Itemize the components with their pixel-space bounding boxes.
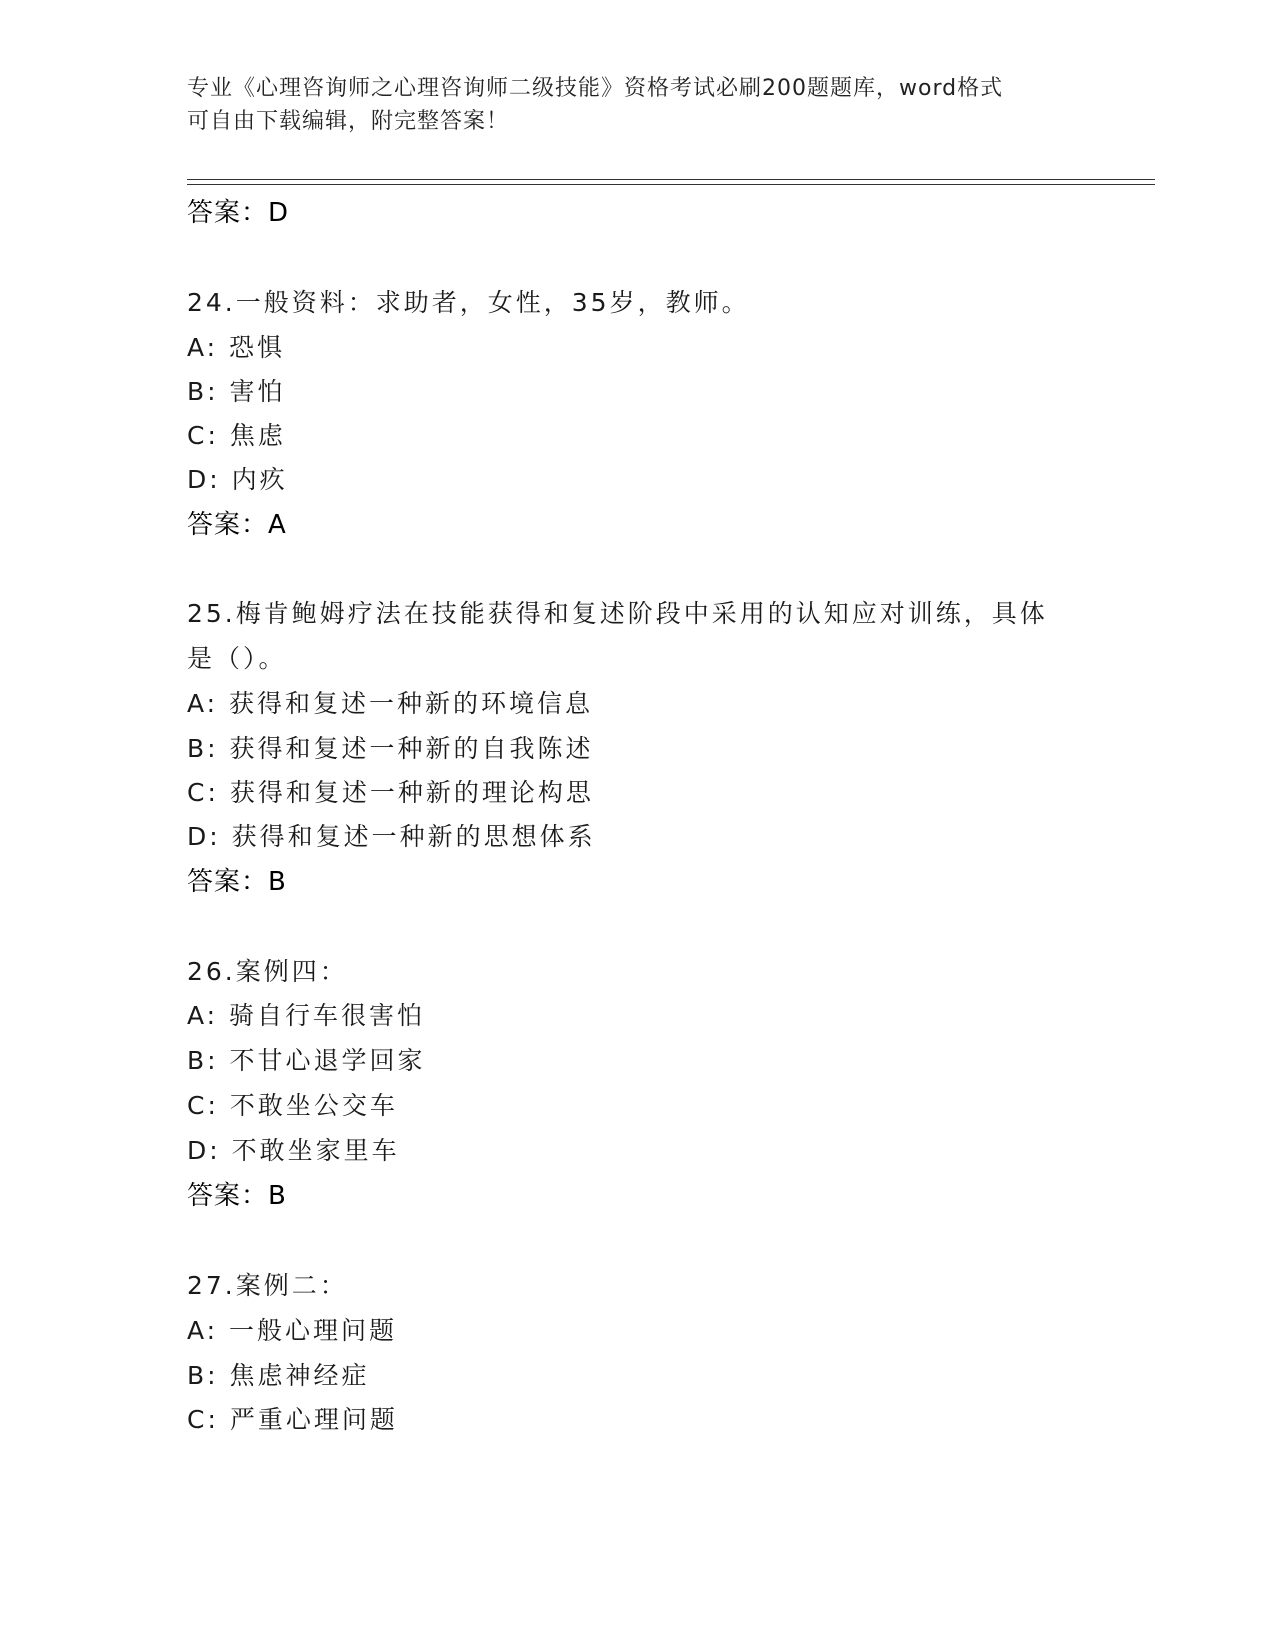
question-24-option-a: A: 恐惧 — [187, 333, 286, 362]
question-25-option-a: A: 获得和复述一种新的环境信息 — [187, 689, 594, 718]
question-24-stem: 24.一般资料：求助者，女性，35岁，教师。 — [187, 288, 750, 317]
question-25-option-d: D: 获得和复述一种新的思想体系 — [187, 822, 596, 851]
question-27-option-c: C: 严重心理问题 — [187, 1405, 398, 1434]
question-27-stem: 27.案例二： — [187, 1271, 348, 1300]
question-26-stem: 26.案例四： — [187, 957, 348, 986]
question-25-option-c: C: 获得和复述一种新的理论构思 — [187, 778, 594, 807]
question-25-option-b: B: 获得和复述一种新的自我陈述 — [187, 734, 594, 763]
question-25-answer: 答案：B — [187, 867, 287, 897]
question-26-option-d: D: 不敢坐家里车 — [187, 1136, 400, 1165]
question-24-answer: 答案：A — [187, 510, 287, 540]
question-26-answer: 答案：B — [187, 1181, 287, 1211]
header-line-1: 专业《心理咨询师之心理咨询师二级技能》资格考试必刷200题题库，word格式 — [187, 76, 1004, 101]
question-26-option-b: B: 不甘心退学回家 — [187, 1046, 426, 1075]
header-divider-bottom — [187, 184, 1155, 185]
question-27-option-a: A: 一般心理问题 — [187, 1316, 398, 1345]
question-25-stem-line-2: 是（）。 — [187, 644, 287, 673]
question-27-option-b: B: 焦虑神经症 — [187, 1361, 370, 1390]
header-line-2: 可自由下载编辑，附完整答案！ — [187, 109, 510, 134]
question-24-option-b: B: 害怕 — [187, 377, 286, 406]
question-25-stem-line-1: 25.梅肯鲍姆疗法在技能获得和复述阶段中采用的认知应对训练，具体 — [187, 599, 1048, 628]
document-header — [187, 72, 1087, 138]
question-24-option-c: C: 焦虑 — [187, 421, 286, 450]
header-divider-top — [187, 179, 1155, 180]
question-26-option-a: A: 骑自行车很害怕 — [187, 1001, 426, 1030]
prev-answer: 答案：D — [187, 198, 290, 228]
question-26-option-c: C: 不敢坐公交车 — [187, 1091, 398, 1120]
question-24-option-d: D: 内疚 — [187, 465, 288, 494]
